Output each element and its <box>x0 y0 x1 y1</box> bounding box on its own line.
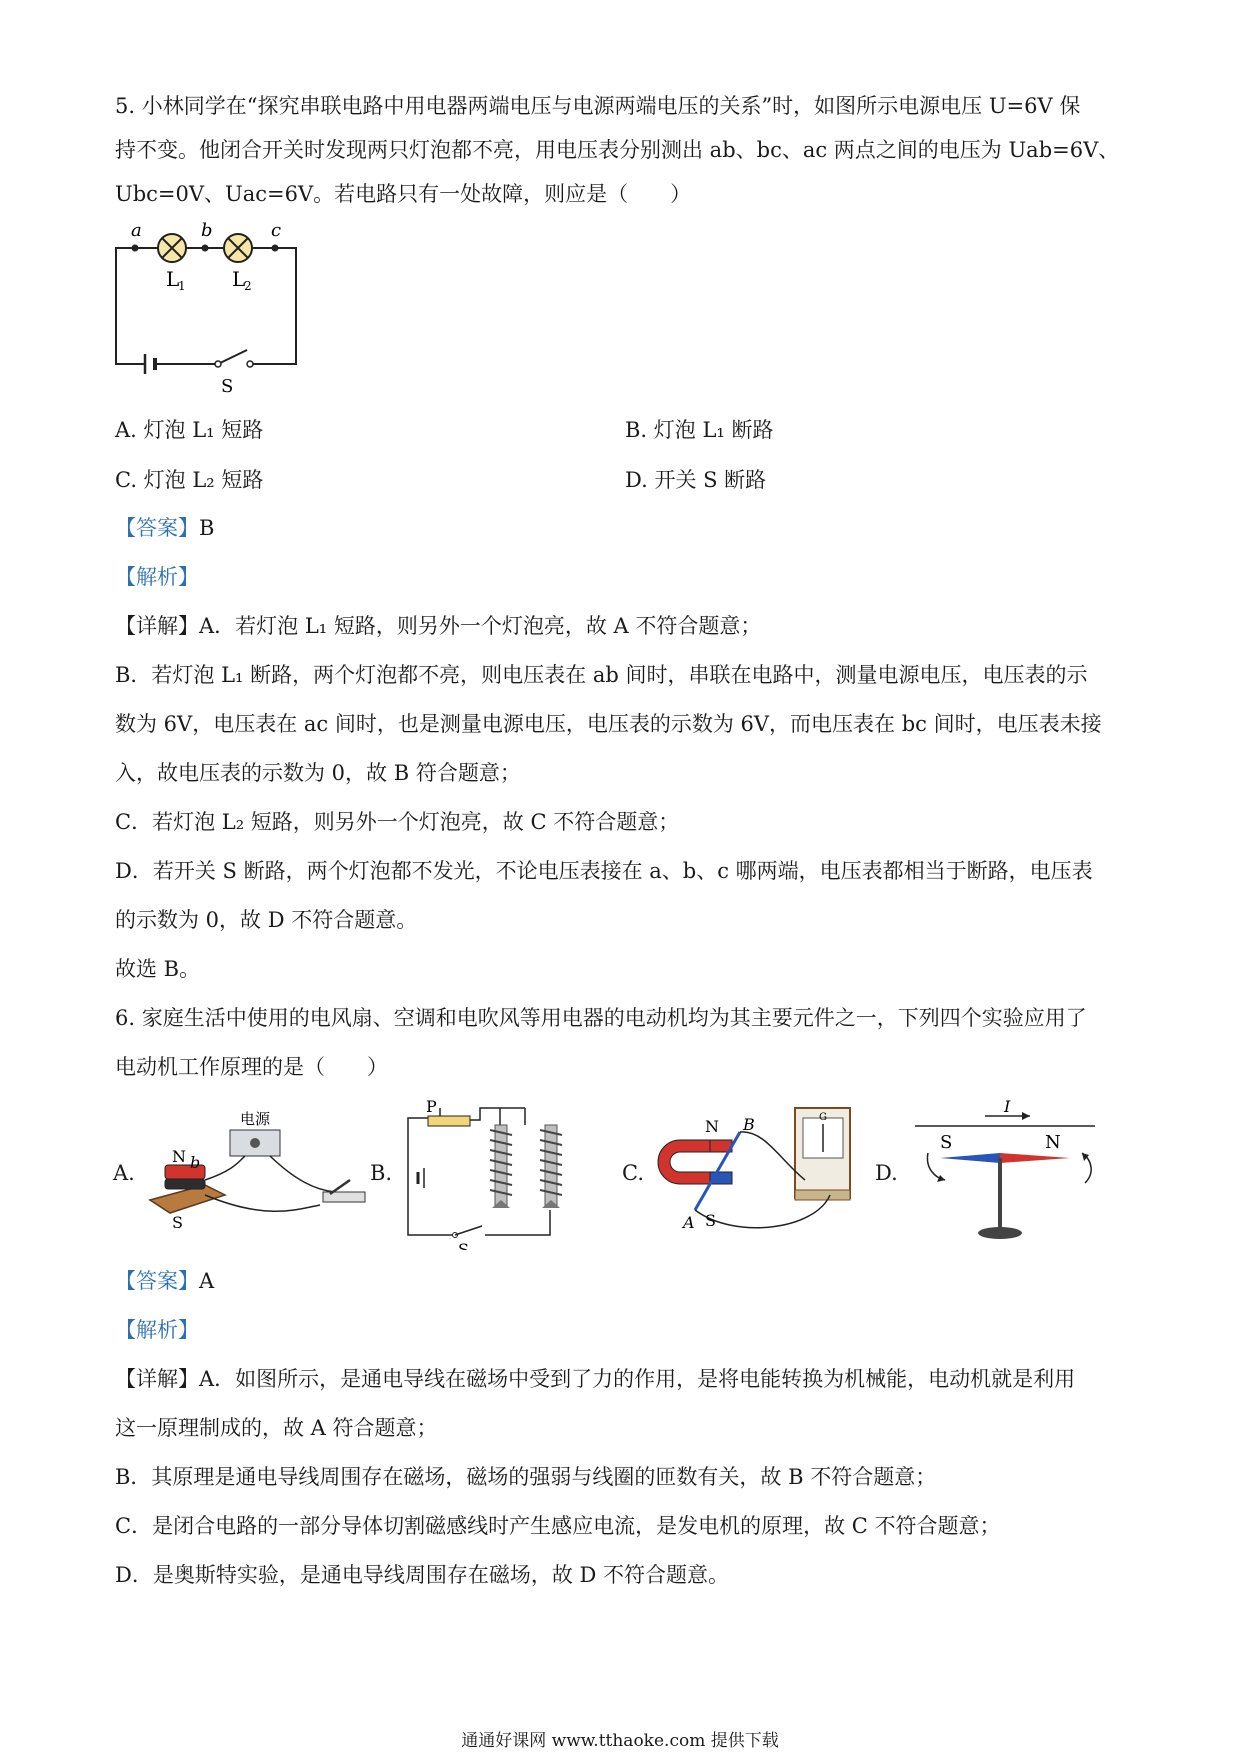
q5-circuit-figure <box>100 222 310 397</box>
q6-d-i-label: I <box>1004 1098 1011 1116</box>
q5-analysis-tag: 【解析】 <box>115 565 199 589</box>
q5-detail-b3: 入，故电压表的示数为 0，故 B 符合题意； <box>115 761 521 785</box>
q6-stem-line2: 电动机工作原理的是（ ） <box>115 1055 388 1079</box>
q6-c-s-label: S <box>705 1211 716 1230</box>
q5-detail-tag: 【详解】 <box>115 614 199 638</box>
q6-fig-d-label: D. <box>875 1161 898 1185</box>
lamp-l2-icon <box>224 234 252 262</box>
q6-detail-a1: 【详解】A．如图所示，是通电导线在磁场中受到了力的作用，是将电能转换为机械能，电动机就是利用 <box>115 1367 1076 1391</box>
q6-fig-c-label: C. <box>622 1161 644 1185</box>
q5-label-c: c <box>271 222 282 241</box>
q5-detail-a: 【详解】A．若灯泡 L₁ 短路，则另外一个灯泡亮，故 A 不符合题意； <box>115 614 762 638</box>
q6-c-b-label: B <box>743 1115 755 1134</box>
q6-a-b-label: b <box>190 1153 201 1172</box>
q5-label-l1-sub: 1 <box>178 279 186 293</box>
q6-analysis-tag: 【解析】 <box>115 1318 199 1342</box>
q6-detail-d: D．是奥斯特实验，是通电导线周围存在磁场，故 D 不符合题意。 <box>115 1563 730 1587</box>
q6-detail-a2: 这一原理制成的，故 A 符合题意； <box>115 1416 438 1440</box>
q5-stem-line1: 5. 小林同学在“探究串联电路中用电器两端电压与电源两端电压的关系”时，如图所示电源电压 U=6V 保 <box>115 94 1081 118</box>
q5-label-l2-sub: 2 <box>244 279 252 293</box>
lamp-l1-icon <box>158 234 186 262</box>
q6-c-g-label: G <box>819 1112 827 1123</box>
electromagnet-icon <box>490 1125 562 1208</box>
q6-c-a-label: A <box>683 1213 695 1232</box>
q6-figure-b <box>400 1100 585 1250</box>
q6-a-n-label: N <box>172 1147 186 1166</box>
q5-label-s: S <box>221 376 234 397</box>
compass-needle-icon <box>940 1153 1070 1239</box>
q6-d-n-label: N <box>1045 1132 1061 1153</box>
q6-figure-c <box>655 1100 860 1245</box>
q6-answer-line <box>115 1266 1135 1296</box>
q5-option-d: D. 开关 S 断路 <box>625 468 767 492</box>
q5-option-a: A. 灯泡 L₁ 短路 <box>115 418 264 442</box>
q6-a-power-label: 电源 <box>240 1110 271 1128</box>
q6-b-s-label: S <box>458 1240 469 1250</box>
q5-stem-line3: Ubc=0V、Uac=6V。若电路只有一处故障，则应是（ ） <box>115 182 692 206</box>
q6-answer-tag: 【答案】 <box>115 1269 199 1293</box>
q6-b-p-label: P <box>426 1100 437 1116</box>
q5-stem-line2: 持不变。他闭合开关时发现两只灯泡都不亮，用电压表分别测出 ab、bc、ac 两点之间的电压为 Uab=6V、 <box>115 138 1120 162</box>
q5-option-c: C. 灯泡 L₂ 短路 <box>115 468 264 492</box>
page-footer: 通通好课网 www.tthaoke.com 提供下载 <box>461 1731 779 1751</box>
q6-figure-a <box>145 1110 375 1235</box>
q5-detail-b1: B．若灯泡 L₁ 断路，两个灯泡都不亮，则电压表在 ab 间时，串联在电路中，测量电源电压，电压表的示 <box>115 663 1088 687</box>
q6-answer: A <box>199 1269 215 1293</box>
q5-label-l1: L <box>166 267 180 291</box>
q5-conclusion: 故选 B。 <box>115 957 201 981</box>
q5-detail-c: C．若灯泡 L₂ 短路，则另外一个灯泡亮，故 C 不符合题意； <box>115 810 680 834</box>
q5-label-a: a <box>131 222 142 241</box>
q5-detail-b2: 数为 6V，电压表在 ac 间时，也是测量电源电压，电压表的示数为 6V，而电压表在 bc 间时，电压表未接 <box>115 712 1102 736</box>
q5-label-b: b <box>201 222 213 241</box>
q5-detail-d1: D．若开关 S 断路，两个灯泡都不发光，不论电压表接在 a、b、c 哪两端，电压表都相当于断路，电压表 <box>115 859 1093 883</box>
q6-detail-b: B．其原理是通电导线周围存在磁场，磁场的强弱与线圈的匝数有关，故 B 不符合题意； <box>115 1465 937 1489</box>
q5-answer: B <box>199 516 215 540</box>
q5-label-l2: L <box>232 267 246 291</box>
q6-a-s-label: S <box>172 1213 183 1232</box>
q6-stem-line1: 6. 家庭生活中使用的电风扇、空调和电吹风等用电器的电动机均为其主要元件之一，下列四个实验应用了 <box>115 1006 1087 1030</box>
q6-detail-tag: 【详解】 <box>115 1367 199 1391</box>
q6-c-n-label: N <box>705 1117 719 1136</box>
q6-detail-c: C．是闭合电路的一部分导体切割磁感线时产生感应电流，是发电机的原理，故 C 不符合题意； <box>115 1514 1001 1538</box>
q5-detail-d2: 的示数为 0，故 D 不符合题意。 <box>115 908 418 932</box>
q5-answer-line <box>115 513 1135 543</box>
q6-d-s-label: S <box>940 1132 953 1153</box>
q5-option-b: B. 灯泡 L₁ 断路 <box>625 418 774 442</box>
q6-figure-d <box>910 1098 1110 1248</box>
horseshoe-magnet-icon <box>658 1140 732 1184</box>
power-supply-icon <box>230 1130 280 1156</box>
q5-answer-tag: 【答案】 <box>115 516 199 540</box>
q6-fig-b-label: B. <box>370 1161 393 1185</box>
q6-fig-a-label: A. <box>113 1161 135 1185</box>
